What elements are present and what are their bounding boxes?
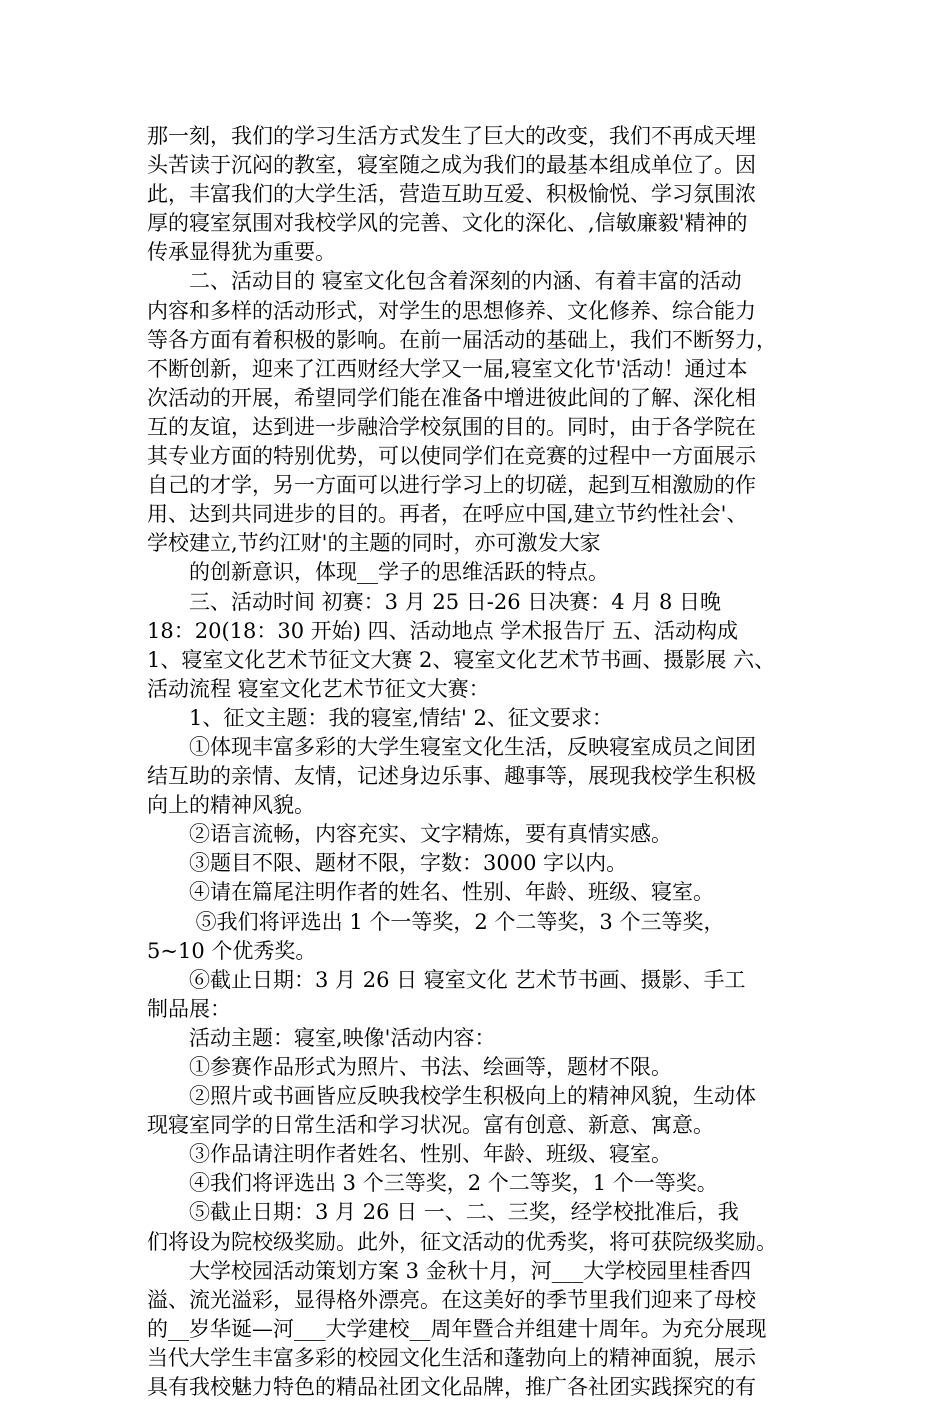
text-line: ②照片或书画皆应反映我校学生积极向上的精神风貌，生动体 xyxy=(147,1084,756,1109)
text-line: 活动主题：寝室,映像'活动内容： xyxy=(147,1025,496,1050)
text-line: 大学校园活动策划方案 3 金秋十月，河___大学校园里桂香四 xyxy=(147,1258,752,1283)
text-line: 自己的才学，另一方面可以进行学习上的切磋，起到互相激励的作 xyxy=(147,473,756,498)
text-line: 的__岁华诞—河___大学建校__周年暨合并组建十周年。为充分展现 xyxy=(147,1316,767,1341)
text-line: ③题目不限、题材不限，字数：3000 字以内。 xyxy=(147,851,628,876)
text-line: 等各方面有着积极的影响。在前一届活动的基础上，我们不断努力， xyxy=(147,327,777,352)
text-line: 向上的精神风貌。 xyxy=(147,793,315,818)
text-line: 此，丰富我们的大学生活，营造互助互爱、积极愉悦、学习氛围浓 xyxy=(147,182,756,207)
text-line: 1、征文主题：我的寝室,情结' 2、征文要求： xyxy=(147,705,613,730)
text-line: 溢、流光溢彩，显得格外漂亮。在这美好的季节里我们迎来了母校 xyxy=(147,1287,756,1312)
text-line: 现寝室同学的日常生活和学习状况。富有创意、新意、寓意。 xyxy=(147,1113,714,1138)
text-line: ②语言流畅，内容充实、文字精炼，要有真情实感。 xyxy=(147,822,672,847)
text-line: 传承显得犹为重要。 xyxy=(147,240,336,265)
text-line: 内容和多样的活动形式，对学生的思想修养、文化修养、综合能力 xyxy=(147,298,756,323)
text-line: 活动流程 寝室文化艺术节征文大赛： xyxy=(147,676,490,701)
text-line: 那一刻，我们的学习生活方式发生了巨大的改变，我们不再成天埋 xyxy=(147,124,756,148)
text-line: 厚的寝室氛围对我校学风的完善、文化的深化、,信敏廉毅'精神的 xyxy=(147,211,748,236)
body-text xyxy=(147,122,817,1402)
text-line: 结互助的亲情、友情，记述身边乐事、趣事等，展现我校学生积极 xyxy=(147,764,756,789)
text-line: 1、寝室文化艺术节征文大赛 2、寝室文化艺术节书画、摄影展 六、 xyxy=(147,647,776,672)
text-line: ③作品请注明作者姓名、性别、年龄、班级、寝室。 xyxy=(147,1142,672,1167)
text-line: 学校建立,节约江财'的主题的同时，亦可激发大家 xyxy=(147,531,601,556)
text-line: 18：20(18：30 开始) 四、活动地点 学术报告厅 五、活动构成 xyxy=(147,618,738,643)
text-line: 用、达到共同进步的目的。再者，在呼应中国,建立节约性社会'、 xyxy=(147,502,748,527)
text-line: 三、活动时间 初赛：3 月 25 日-26 日决赛：4 月 8 日晚 xyxy=(147,589,722,614)
text-line: 其专业方面的特别优势，可以使同学们在竞赛的过程中一方面展示 xyxy=(147,444,756,469)
text-line: 制品展： xyxy=(147,996,231,1021)
text-line: 们将设为院校级奖励。此外，征文活动的优秀奖，将可获院级奖励。 xyxy=(147,1229,777,1254)
text-line: ④请在篇尾注明作者的姓名、性别、年龄、班级、寝室。 xyxy=(147,880,714,905)
text-line: ⑤我们将评选出 1 个一等奖，2 个二等奖，3 个三等奖， xyxy=(147,909,725,934)
text-line: 次活动的开展，希望同学们能在准备中增进彼此间的了解、深化相 xyxy=(147,385,756,410)
text-line: ④我们将评选出 3 个三等奖，2 个二等奖，1 个一等奖。 xyxy=(147,1171,718,1196)
text-line: 当代大学生丰富多彩的校园文化生活和蓬勃向上的精神面貌，展示 xyxy=(147,1345,756,1370)
text-line: ①体现丰富多彩的大学生寝室文化生活，反映寝室成员之间团 xyxy=(147,734,756,759)
text-line: ⑤截止日期：3 月 26 日 一、二、三奖，经学校批准后，我 xyxy=(147,1200,739,1225)
text-line: 具有我校魅力特色的精品社团文化品牌，推广各社团实践探究的有 xyxy=(147,1375,756,1400)
text-line: ⑥截止日期：3 月 26 日 寝室文化 艺术节书画、摄影、手工 xyxy=(147,967,746,992)
text-line: 的创新意识，体现__学子的思维活跃的特点。 xyxy=(147,560,609,585)
text-line: ①参赛作品形式为照片、书法、绘画等，题材不限。 xyxy=(147,1055,672,1079)
text-line: 头苦读于沉闷的教室，寝室随之成为我们的最基本组成单位了。因 xyxy=(147,153,756,178)
text-line: 二、活动目的 寝室文化包含着深刻的内涵、有着丰富的活动 xyxy=(147,269,742,294)
text-line: 5~10 个优秀奖。 xyxy=(147,938,317,963)
text-line: 互的友谊，达到进一步融洽学校氛围的目的。同时，由于各学院在 xyxy=(147,414,756,439)
text-line: 不断创新，迎来了江西财经大学又一届,寝室文化节'活动！通过本 xyxy=(147,356,748,381)
